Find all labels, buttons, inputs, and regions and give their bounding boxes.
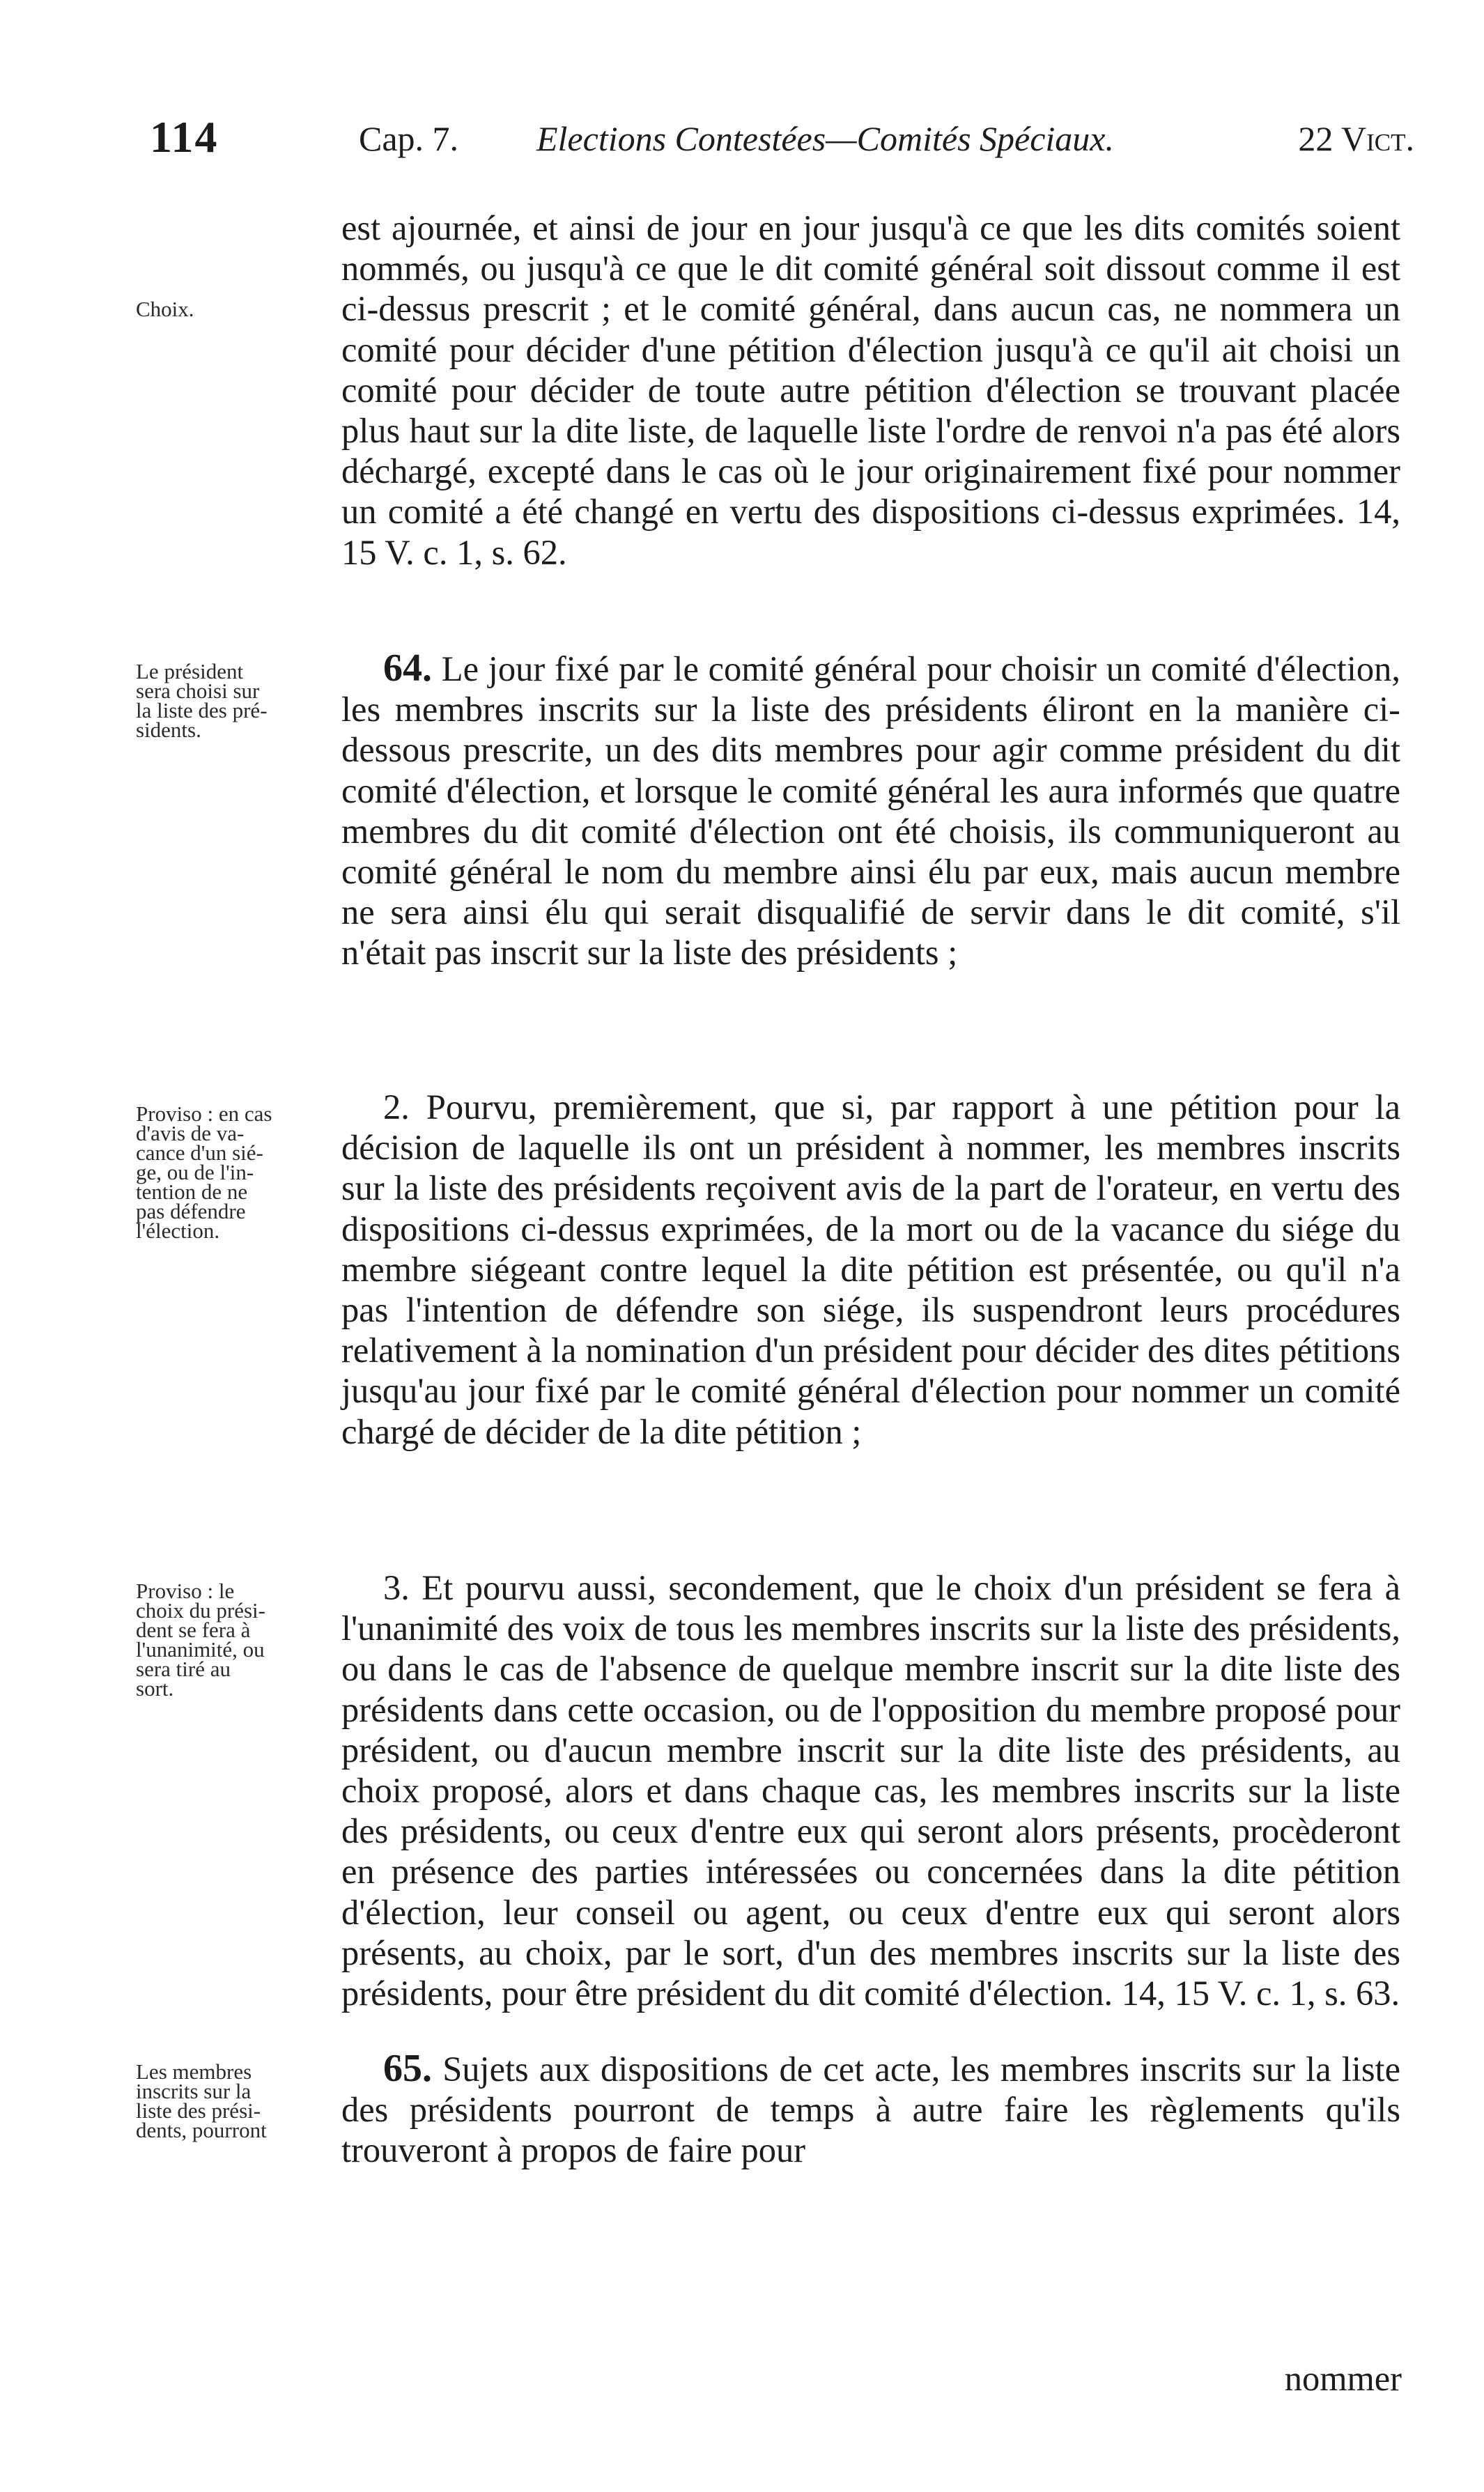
page-number: 114 xyxy=(150,112,219,162)
paragraph-text: 2. Pourvu, premièrement, que si, par rapport à une pétition pour la décision de laquelle ils ont un président à nommer, les membres inscrits sur la liste des présidents reçoivent avis de la part de l'orateur, en vertu des dispositions ci-dessus exprimées, de la mort ou de la vacance du siége du membre siégeant contre lequel la dite pétition est présentée, ou qu'il n'a pas l'intention de défendre son siége, ils suspendront leurs procédures relativement à la nomination d'un président pour décider des dites pétitions jusqu'au jour fixé par le comité général d'élection pour nommer un comité chargé de décider de la dite pétition ; xyxy=(341,1088,1400,1451)
running-header xyxy=(150,111,1414,188)
paragraph-text: Le jour fixé par le comité général pour choisir un comité d'élection, les membres inscrits sur la liste des présidents éliront en la manière ci-dessous prescrite, un des dits membres pour agir comme président du dit comité d'élection, et lorsque le comité général les aura informés que quatre membres du dit comité d'élection ont été choisis, ils communiqueront au comité général le nom du membre ainsi élu par eux, mais aucun membre ne sera ainsi élu qui serait disqualifié de servir dans le dit comité, s'il n'était pas inscrit sur la liste des présidents ; xyxy=(341,649,1400,973)
section-65 xyxy=(341,2048,1400,2171)
catchword: nommer xyxy=(1284,2359,1402,2398)
section-64 xyxy=(341,648,1400,973)
margin-note-membres: Les membres inscrits sur la liste des prési- dents, pourront xyxy=(136,2059,267,2142)
margin-note-proviso-vacance: Proviso : en cas d'avis de va- cance d'un sié- ge, ou de l'in- tention de ne pas défendre l'élection. xyxy=(136,1101,272,1243)
section-number: 65. xyxy=(383,2047,432,2090)
paragraph-text: Sujets aux dispositions de cet acte, les membres inscrits sur la liste des présidents pourront de temps à autre faire les règlements qu'ils trouveront à propos de faire pour xyxy=(341,2050,1400,2170)
section-number: 64. xyxy=(383,647,432,690)
proviso-2 xyxy=(341,1087,1400,1452)
paragraph-continuation xyxy=(341,208,1400,573)
margin-note-president: Le président sera choisi sur la liste des pré- sidents. xyxy=(136,659,268,742)
running-title: Elections Contestées—Comités Spéciaux. xyxy=(536,119,1115,158)
regnal-year: 22 Vict. xyxy=(1298,119,1414,158)
paragraph-text: est ajournée, et ainsi de jour en jour jusqu'à ce que les dits comités soient nommés, ou jusqu'à ce que le dit comité général soit dissout comme il est ci-dessus prescrit ; et le comité général, dans aucun cas, ne nommera un comité pour décider d'une pétition d'élection jusqu'à ce qu'il ait choisi un comité pour décider de toute autre pétition d'élection se trouvant placée plus haut sur la dite liste, de laquelle liste l'ordre de renvoi n'a pas été alors déchargé, excepté dans le cas où le jour originairement fixé pour nommer un comité a été changé en vertu des dispositions ci-dessus exprimées. 14, 15 V. c. 1, s. 62. xyxy=(341,208,1400,572)
margin-note-proviso-choix: Proviso : le choix du prési- dent se fera à l'unanimité, ou sera tiré au sort. xyxy=(136,1579,265,1701)
proviso-3 xyxy=(341,1568,1400,2013)
margin-note-choix: Choix. xyxy=(136,297,194,321)
paragraph-text: 3. Et pourvu aussi, secondement, que le choix d'un président se fera à l'unanimité des voix de tous les membres inscrits sur la liste des présidents, ou dans le cas de l'absence de quelque membre inscrit sur la dite liste des présidents dans cette occasion, ou de l'opposition du membre proposé pour président, ou d'aucun membre inscrit sur la dite liste des présidents, au choix proposé, alors et dans chaque cas, les membres inscrits sur la liste des présidents, ou ceux d'entre eux qui seront alors présents, procèderont en présence des parties intéressées ou concernées dans la dite pétition d'élection, leur conseil ou agent, ou ceux d'entre eux qui seront alors présents, au choix, par le sort, d'un des membres inscrits sur la liste des présidents, pour être président du dit comité d'élection. 14, 15 V. c. 1, s. 63. xyxy=(341,1568,1400,2013)
chapter-label: Cap. 7. xyxy=(359,119,459,158)
